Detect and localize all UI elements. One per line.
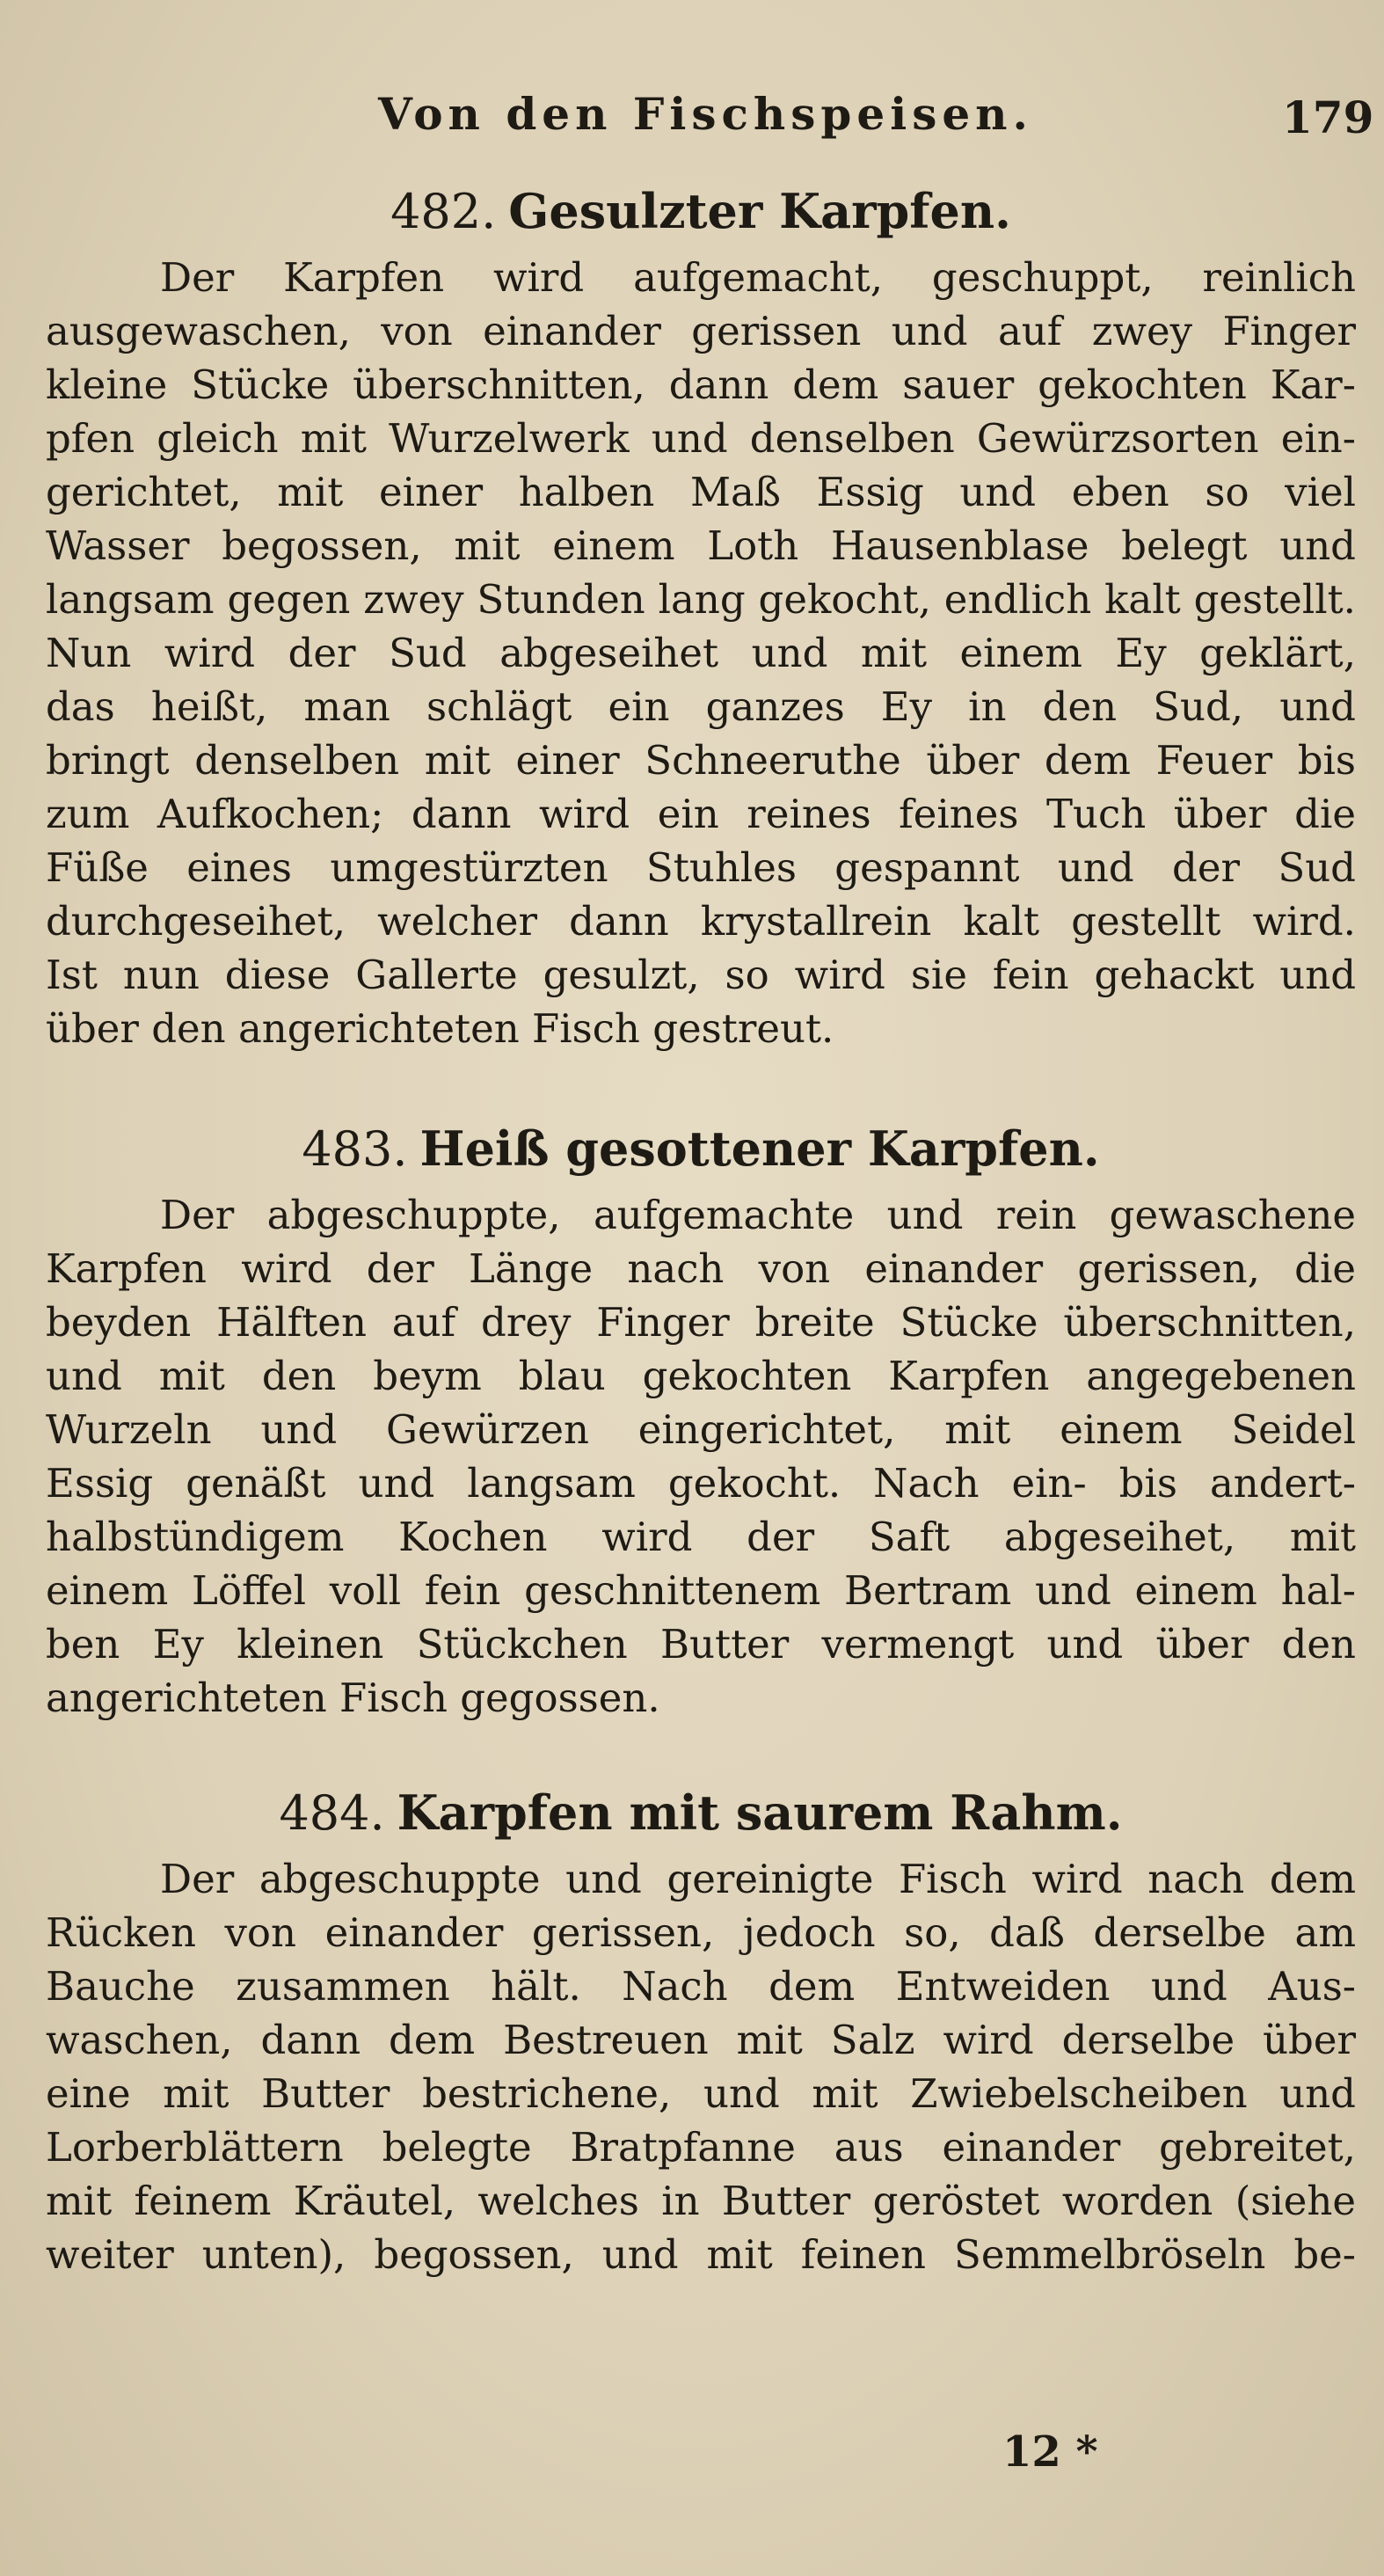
- recipe-number: 482.: [390, 184, 497, 239]
- text-line: weiter unten), begossen, und mit feinen Semmelbröseln be-: [46, 2231, 1356, 2278]
- text-line: zum Aufkochen; dann wird ein reines feines Tuch über die: [46, 791, 1356, 837]
- text-line: Bauche zusammen hält. Nach dem Entweiden und Aus-: [46, 1963, 1356, 2010]
- text-line: pfen gleich mit Wurzelwerk und denselben Gewürzsorten ein-: [46, 415, 1356, 462]
- recipe-482: [46, 176, 1356, 1055]
- text-line: ausgewaschen, von einander gerissen und auf zwey Finger: [46, 308, 1356, 354]
- text-line: waschen, dann dem Bestreuen mit Salz wird derselbe über: [46, 2017, 1356, 2063]
- page-body: [46, 176, 1356, 2281]
- text-line: mit feinem Kräutel, welches in Butter geröstet worden (siehe: [46, 2178, 1356, 2224]
- recipe-483: [46, 1113, 1356, 1725]
- text-line: Rücken von einander gerissen, jedoch so, daß derselbe am: [46, 1909, 1356, 1956]
- text-line: gerichtet, mit einer halben Maß Essig und eben so viel: [46, 469, 1356, 515]
- text-line: beyden Hälften auf drey Finger breite Stücke überschnitten,: [46, 1299, 1356, 1346]
- text-line: einem Löffel voll fein geschnittenem Bertram und einem hal-: [46, 1567, 1356, 1614]
- text-line: Nun wird der Sud abgeseihet und mit einem Ey geklärt,: [46, 630, 1356, 676]
- recipe-title: Gesulzter Karpfen.: [508, 183, 1011, 239]
- text-line: über den angerichteten Fisch gestreut.: [46, 1005, 834, 1052]
- page-header: [0, 88, 1384, 158]
- text-line: bringt denselben mit einer Schneeruthe über dem Feuer bis: [46, 737, 1356, 784]
- recipe-484: [46, 1777, 1356, 2281]
- text-line: Der abgeschuppte, aufgemachte und rein gewaschene: [160, 1192, 1356, 1238]
- text-line: ben Ey kleinen Stückchen Butter vermengt und über den: [46, 1621, 1356, 1667]
- recipe-number: 483.: [302, 1121, 408, 1177]
- recipe-title: Karpfen mit saurem Rahm.: [397, 1784, 1123, 1841]
- page-number: 179: [1282, 91, 1374, 143]
- text-line: Der Karpfen wird aufgemacht, geschuppt, reinlich: [160, 254, 1356, 301]
- recipe-heading: [46, 1777, 1356, 1849]
- recipe-heading: [46, 176, 1356, 247]
- text-line: langsam gegen zwey Stunden lang gekocht, endlich kalt gestellt.: [46, 576, 1356, 623]
- text-line: Der abgeschuppte und gereinigte Fisch wird nach dem: [160, 1856, 1356, 1902]
- text-line: kleine Stücke überschnitten, dann dem sauer gekochten Kar-: [46, 361, 1356, 408]
- text-line: durchgeseihet, welcher dann krystallrein kalt gestellt wird.: [46, 898, 1356, 945]
- text-line: Lorberblättern belegte Bratpfanne aus einander gebreitet,: [46, 2124, 1356, 2171]
- text-line: Essig genäßt und langsam gekocht. Nach ein- bis andert-: [46, 1460, 1356, 1507]
- text-line: Ist nun diese Gallerte gesulzt, so wird sie fein gehackt und: [46, 952, 1356, 998]
- text-line: das heißt, man schlägt ein ganzes Ey in den Sud, und: [46, 683, 1356, 730]
- recipe-number: 484.: [279, 1785, 385, 1841]
- text-line: Karpfen wird der Länge nach von einander gerissen, die: [46, 1245, 1356, 1292]
- running-title: Von den Fischspeisen.: [378, 88, 1033, 140]
- text-line: eine mit Butter bestrichene, und mit Zwiebelscheiben und: [46, 2070, 1356, 2117]
- recipe-title: Heiß gesottener Karpfen.: [419, 1120, 1100, 1177]
- text-line: angerichteten Fisch gegossen.: [46, 1675, 660, 1721]
- signature-mark: 12 *: [1002, 2427, 1098, 2477]
- recipe-heading: [46, 1113, 1356, 1185]
- text-line: halbstündigem Kochen wird der Saft abgeseihet, mit: [46, 1514, 1356, 1560]
- text-line: Wurzeln und Gewürzen eingerichtet, mit einem Seidel: [46, 1406, 1356, 1453]
- text-line: Füße eines umgestürzten Stuhles gespannt und der Sud: [46, 844, 1356, 891]
- text-line: Wasser begossen, mit einem Loth Hausenblase belegt und: [46, 522, 1356, 569]
- text-line: und mit den beym blau gekochten Karpfen angegebenen: [46, 1353, 1356, 1399]
